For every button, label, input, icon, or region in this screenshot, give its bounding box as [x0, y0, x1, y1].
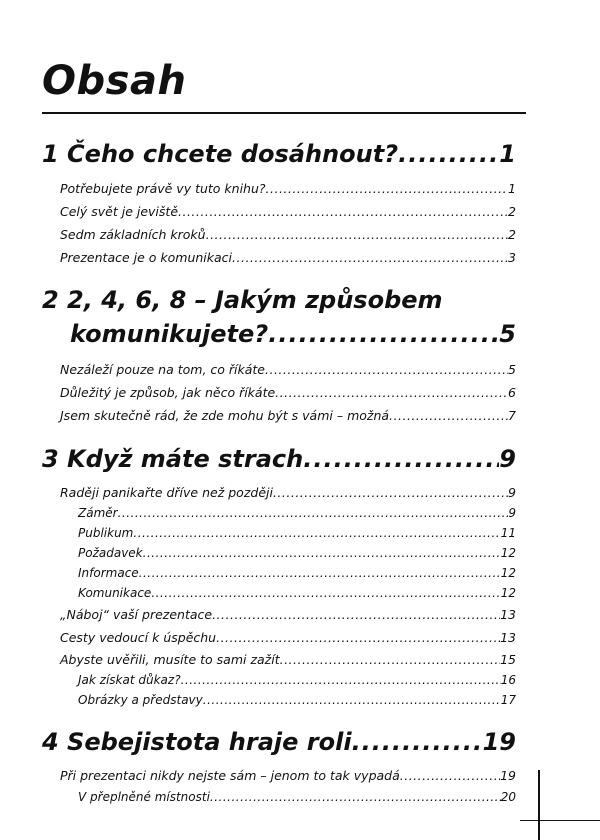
entry-page: 3	[508, 250, 516, 265]
entry-page: 11	[500, 526, 516, 540]
crop-mark-horizontal	[520, 820, 600, 821]
entry-page: 17	[500, 693, 516, 707]
toc-subentry[interactable]	[78, 673, 516, 687]
dot-leader	[118, 506, 509, 520]
dot-leader	[398, 140, 499, 168]
entry-title: Jak získat důkaz?	[78, 673, 181, 687]
chapter-title: 3 Když máte strach	[42, 445, 304, 473]
entry-page: 5	[508, 362, 516, 377]
toc-entry[interactable]	[60, 362, 516, 377]
dot-leader	[275, 385, 508, 400]
toc-subentry[interactable]	[78, 586, 516, 600]
dot-leader	[181, 673, 501, 687]
entry-page: 6	[508, 385, 516, 400]
entry-page: 15	[500, 652, 516, 667]
entry-page: 2	[508, 227, 516, 242]
chapter-3-heading[interactable]	[42, 445, 516, 473]
entry-page: 7	[508, 408, 516, 423]
entry-page: 9	[508, 485, 516, 500]
dot-leader	[389, 408, 508, 423]
dot-leader	[273, 485, 508, 500]
entry-page: 13	[500, 630, 516, 645]
toc-subentry[interactable]	[78, 566, 516, 580]
toc-subentry[interactable]	[78, 790, 516, 804]
toc-entry[interactable]	[60, 385, 516, 400]
entry-page: 20	[500, 790, 516, 804]
dot-leader	[352, 728, 483, 756]
toc-entry[interactable]	[60, 250, 516, 265]
entry-page: 13	[500, 607, 516, 622]
entry-title: Informace	[78, 566, 139, 580]
chapter-title: 2 2, 4, 6, 8 – Jakým způsobem	[42, 286, 443, 314]
toc-entry[interactable]	[60, 768, 516, 783]
toc-subentry[interactable]	[78, 526, 516, 540]
dot-leader	[139, 566, 501, 580]
chapter-page: 5	[499, 320, 516, 348]
entry-page: 2	[508, 204, 516, 219]
entry-title: Prezentace je o komunikaci	[60, 250, 233, 265]
entry-title: Komunikace	[78, 586, 152, 600]
crop-mark-vertical	[538, 770, 540, 840]
entry-page: 1	[508, 181, 516, 196]
toc-entry[interactable]	[60, 181, 516, 196]
entry-title: Požadavek	[78, 546, 143, 560]
entry-title: Důležitý je způsob, jak něco říkáte	[60, 385, 276, 400]
entry-title: Potřebujete právě vy tuto knihu?	[60, 181, 266, 196]
toc-entry[interactable]	[60, 607, 516, 622]
title-divider	[42, 112, 526, 114]
toc-subentry[interactable]	[78, 546, 516, 560]
entry-title: Raději panikařte dříve než později	[60, 485, 273, 500]
entry-title: Obrázky a představy	[78, 693, 203, 707]
chapter-title: 1 Čeho chcete dosáhnout?	[42, 140, 399, 168]
entry-title: Abyste uvěřili, musíte to sami zažít	[60, 652, 280, 667]
entry-title: Cesty vedoucí k úspěchu	[60, 630, 217, 645]
dot-leader	[206, 227, 508, 242]
chapter-page: 9	[499, 445, 516, 473]
dot-leader	[178, 204, 508, 219]
entry-title: Celý svět je jeviště	[60, 204, 179, 219]
chapter-title: 4 Sebejistota hraje roli	[42, 728, 352, 756]
entry-page: 16	[500, 673, 516, 687]
chapter-2-heading-line1[interactable]	[42, 286, 516, 314]
page-title: Obsah	[42, 58, 187, 104]
toc-subentry[interactable]	[78, 506, 516, 520]
dot-leader	[265, 362, 508, 377]
dot-leader	[151, 586, 500, 600]
dot-leader	[303, 445, 499, 473]
toc-entry[interactable]	[60, 408, 516, 423]
toc-entry[interactable]	[60, 227, 516, 242]
entry-title: Záměr	[78, 506, 118, 520]
entry-page: 12	[500, 586, 516, 600]
entry-title: V přeplněné místnosti	[78, 790, 210, 804]
entry-title: Publikum	[78, 526, 134, 540]
entry-title: Sedm základních kroků	[60, 227, 206, 242]
toc-subentry[interactable]	[78, 693, 516, 707]
dot-leader	[400, 768, 500, 783]
dot-leader	[210, 790, 501, 804]
dot-leader	[232, 250, 508, 265]
dot-leader	[203, 693, 501, 707]
toc-entry[interactable]	[60, 485, 516, 500]
entry-page: 9	[508, 506, 516, 520]
chapter-1-heading[interactable]	[42, 140, 516, 168]
entry-page: 12	[500, 546, 516, 560]
dot-leader	[266, 181, 509, 196]
entry-title: Jsem skutečně rád, že zde mohu být s vámi – možná	[60, 408, 390, 423]
chapter-page: 1	[499, 140, 516, 168]
toc-entry[interactable]	[60, 652, 516, 667]
entry-page: 19	[500, 768, 516, 783]
dot-leader	[216, 630, 500, 645]
entry-page: 12	[500, 566, 516, 580]
entry-title: Nezáleží pouze na tom, co říkáte	[60, 362, 265, 377]
chapter-title-continued: komunikujete?	[70, 320, 269, 348]
entry-title: „Náboj“ vaší prezentace	[60, 607, 213, 622]
chapter-page: 19	[482, 728, 516, 756]
toc-entry[interactable]	[60, 204, 516, 219]
chapter-2-heading-line2[interactable]	[70, 320, 516, 348]
entry-title: Při prezentaci nikdy nejste sám – jenom to tak vypadá	[60, 768, 400, 783]
chapter-4-heading[interactable]	[42, 728, 516, 756]
dot-leader	[212, 607, 500, 622]
dot-leader	[143, 546, 501, 560]
dot-leader	[133, 526, 500, 540]
dot-leader	[280, 652, 500, 667]
toc-entry[interactable]	[60, 630, 516, 645]
dot-leader	[268, 320, 499, 348]
